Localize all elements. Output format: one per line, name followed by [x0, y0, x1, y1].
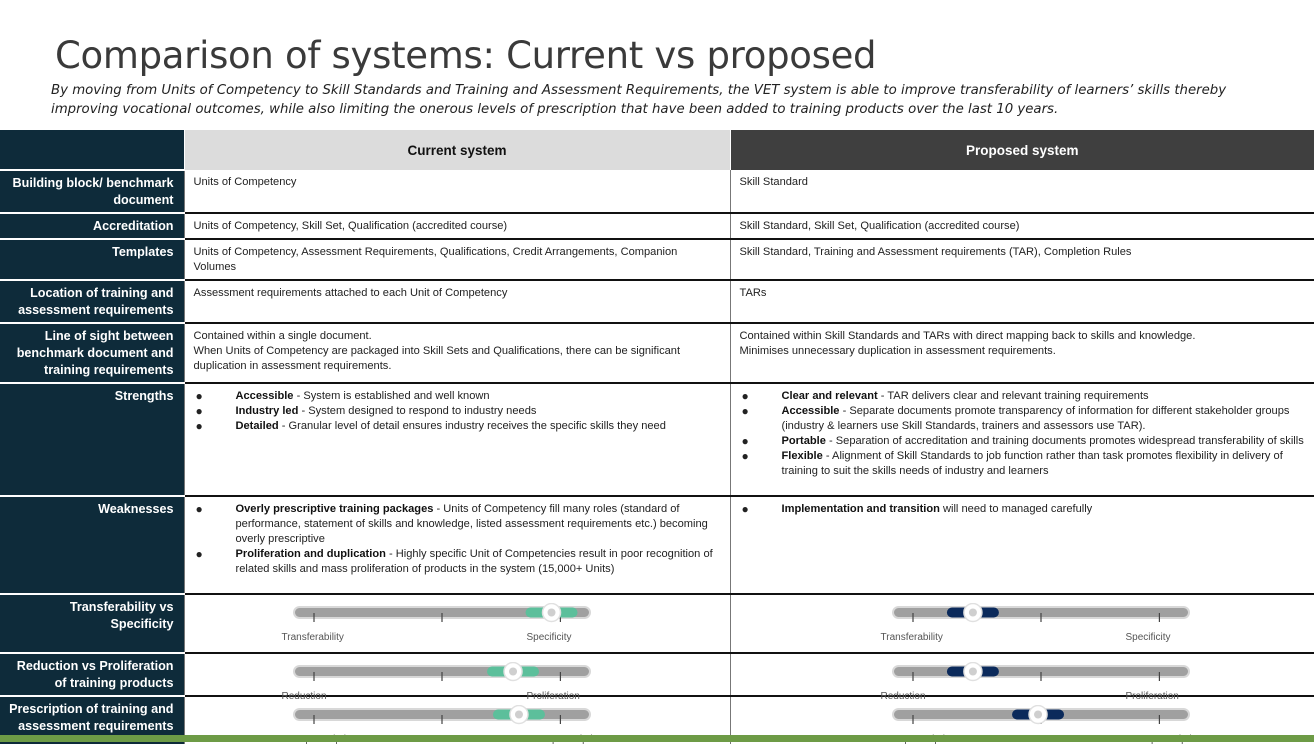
cell-current — [184, 323, 730, 383]
cell-current: Units of Competency, Skill Set, Qualification (accredited course) — [184, 213, 730, 239]
weaknesses-proposed-list — [740, 502, 1307, 517]
bullet-icon: ● — [196, 404, 203, 419]
slider-left-label: Transferability — [881, 630, 943, 645]
list-item — [740, 389, 1307, 404]
item-text: will need to managed carefully — [940, 503, 1092, 515]
slider-knob-center — [509, 668, 517, 676]
list-item — [740, 502, 1307, 517]
cell-current: Assessment requirements attached to each Unit of Competency — [184, 280, 730, 323]
row-label: Weaknesses — [0, 496, 184, 594]
table-row — [0, 323, 1314, 383]
cell-current: Units of Competency, Assessment Requirements, Qualifications, Credit Arrangements, Companion Volumes — [184, 239, 730, 280]
page-title: Comparison of systems: Current vs proposed — [55, 34, 876, 77]
line-text: Contained within Skill Standards and TARs with direct mapping back to skills and knowledge. — [740, 329, 1307, 344]
list-item — [194, 389, 722, 404]
table-row — [0, 280, 1314, 323]
item-text: - Units of Competency fill many roles (standard of performance, statement of skills and knowledge, listed assessment requirements etc.) becoming overly prescriptive — [236, 503, 708, 545]
list-item — [740, 434, 1307, 449]
slider-svg — [891, 662, 1211, 692]
item-term: Accessible — [236, 390, 294, 402]
item-text: - Highly specific Unit of Competencies result in poor recognition of related skills and mass proliferation of products in the system (15,000+ Units) — [236, 548, 713, 575]
row-label: Templates — [0, 239, 184, 280]
slider-knob-center — [547, 609, 555, 617]
slider-left-label: Transferability — [282, 630, 344, 645]
cell-proposed — [730, 653, 1314, 696]
row-label: Transferability vs Specificity — [0, 594, 184, 653]
item-text: - Alignment of Skill Standards to job function rather than task promotes flexibility in delivery of training to suit the skills needs of industry and learners — [782, 450, 1283, 477]
cell-proposed — [730, 594, 1314, 653]
line-text: Minimises unnecessary duplication in assessment requirements. — [740, 344, 1307, 359]
weaknesses-current-list — [194, 502, 722, 577]
bullet-icon: ● — [742, 449, 749, 464]
item-term: Accessible — [782, 405, 840, 417]
slider-svg — [292, 603, 612, 633]
row-label: Location of training and assessment requirements — [0, 280, 184, 323]
bullet-icon: ● — [196, 502, 203, 517]
slider-reduction-proposed — [731, 654, 1314, 695]
table-row — [0, 239, 1314, 280]
row-label: Building block/ benchmark document — [0, 170, 184, 213]
table-row-slider — [0, 594, 1314, 653]
slider-reduction-current — [185, 654, 730, 695]
header-proposed-system: Proposed system — [730, 130, 1314, 170]
list-item — [740, 449, 1307, 479]
item-term: Overly prescriptive training packages — [236, 503, 434, 515]
page-subtitle: By moving from Units of Competency to Skill Standards and Training and Assessment Requirements, the VET system is able to improve transferability of learners’ skills thereby improving vocational outcomes, while also limiting the onerous levels of prescription that have been added to training products over the last 10 years. — [51, 81, 1271, 119]
cell-proposed: TARs — [730, 280, 1314, 323]
item-text: - TAR delivers clear and relevant training requirements — [878, 390, 1149, 402]
row-label: Strengths — [0, 383, 184, 496]
strengths-proposed-list — [740, 389, 1307, 479]
cell-current — [184, 496, 730, 594]
slider-knob-center — [1034, 711, 1042, 719]
cell-current — [184, 594, 730, 653]
slider-right-label: Proliferation — [527, 689, 580, 704]
item-term: Proliferation and duplication — [236, 548, 386, 560]
row-label: Reduction vs Proliferation of training products — [0, 653, 184, 696]
bullet-icon: ● — [742, 502, 749, 517]
item-text: - Separate documents promote transparency of information for different stakeholder groups (industry & learners use Skill Standards, trainers and assessors use TAR). — [782, 405, 1290, 432]
table-row-strengths — [0, 383, 1314, 496]
table-row — [0, 213, 1314, 239]
line-text: When Units of Competency are packaged into Skill Sets and Qualifications, there can be significant duplication in assessment requirements. — [194, 344, 722, 374]
cell-proposed: Skill Standard, Skill Set, Qualification (accredited course) — [730, 213, 1314, 239]
slider-right-label: Specificity — [527, 630, 572, 645]
table-row-weaknesses — [0, 496, 1314, 594]
cell-proposed — [730, 383, 1314, 496]
slider-svg — [292, 705, 612, 735]
slider-right-label: Proliferation — [1126, 689, 1179, 704]
strengths-current-list — [194, 389, 722, 434]
bullet-icon: ● — [196, 389, 203, 404]
header-corner — [0, 130, 184, 170]
item-text: - System is established and well known — [293, 390, 489, 402]
item-term: Clear and relevant — [782, 390, 878, 402]
list-item — [194, 547, 722, 577]
footer-bar — [0, 735, 1314, 742]
slider-right-label: Specificity — [1126, 630, 1171, 645]
bullet-icon: ● — [742, 434, 749, 449]
list-item — [194, 419, 722, 434]
item-text: - System designed to respond to industry needs — [298, 405, 536, 417]
bullet-icon: ● — [742, 389, 749, 404]
cell-current: Units of Competency — [184, 170, 730, 213]
header-current-system: Current system — [184, 130, 730, 170]
cell-proposed: Skill Standard, Training and Assessment requirements (TAR), Completion Rules — [730, 239, 1314, 280]
list-item — [194, 404, 722, 419]
list-item — [740, 404, 1307, 434]
item-term: Implementation and transition — [782, 503, 940, 515]
slider-svg — [292, 662, 612, 692]
item-term: Flexible — [782, 450, 823, 462]
slider-left-label: Reduction — [881, 689, 926, 704]
slider-knob-center — [968, 609, 976, 617]
item-term: Industry led — [236, 405, 299, 417]
list-item — [194, 502, 722, 547]
slider-svg — [891, 603, 1211, 633]
row-label: Prescription of training and assessment requirements — [0, 696, 184, 744]
slider-transferability-current — [185, 595, 730, 652]
cell-current — [184, 383, 730, 496]
slider-svg — [891, 705, 1211, 735]
row-label: Line of sight between benchmark document and training requirements — [0, 323, 184, 383]
item-text: - Granular level of detail ensures industry receives the specific skills they need — [279, 420, 666, 432]
line-text: Contained within a single document. — [194, 329, 722, 344]
item-text: - Separation of accreditation and training documents promotes widespread transferability of skills — [826, 435, 1304, 447]
slider-knob-center — [514, 711, 522, 719]
item-term: Detailed — [236, 420, 279, 432]
cell-proposed — [730, 496, 1314, 594]
slider-left-label: Reduction — [282, 689, 327, 704]
bullet-icon: ● — [196, 419, 203, 434]
table-row — [0, 170, 1314, 213]
bullet-icon: ● — [742, 404, 749, 419]
slider-transferability-proposed — [731, 595, 1314, 652]
cell-proposed — [730, 323, 1314, 383]
item-term: Portable — [782, 435, 826, 447]
row-label: Accreditation — [0, 213, 184, 239]
table-row-slider — [0, 653, 1314, 696]
cell-current — [184, 653, 730, 696]
bullet-icon: ● — [196, 547, 203, 562]
cell-proposed: Skill Standard — [730, 170, 1314, 213]
slider-knob-center — [968, 668, 976, 676]
comparison-table — [0, 130, 1314, 744]
